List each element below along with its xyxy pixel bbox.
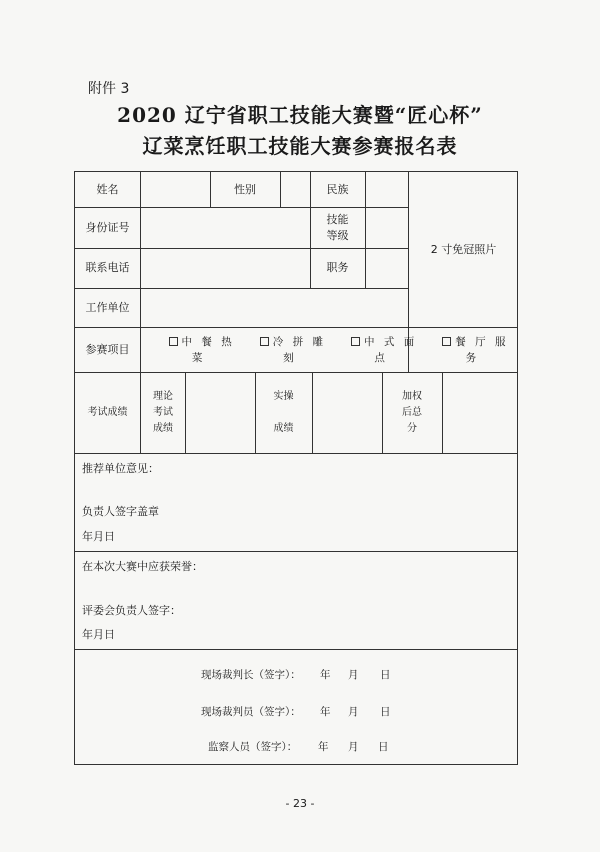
phone-field[interactable]	[141, 248, 310, 288]
theory-score-field[interactable]	[186, 372, 255, 453]
supervisor-sign-label: 监察人员（签字）：	[208, 741, 298, 753]
sign-day: 日	[380, 706, 391, 718]
sign-month: 月	[348, 669, 359, 681]
event-label: 中 式 面 点	[364, 335, 418, 364]
checkbox-icon[interactable]	[442, 337, 451, 346]
employer-field[interactable]	[141, 288, 408, 327]
event-option[interactable]	[427, 334, 518, 366]
skill-level-label: 技能 等级	[326, 212, 349, 242]
annex-label: 附件 3	[88, 81, 130, 97]
theory-score-label: 理论 考试 成绩	[153, 390, 173, 434]
name-label: 姓名	[96, 182, 119, 196]
form-title-line2: 辽菜烹饪职工技能大赛参赛报名表	[142, 134, 458, 158]
photo-box: 2 寸免冠照片	[430, 242, 497, 256]
sign-day: 日	[378, 741, 389, 753]
checkbox-icon[interactable]	[260, 337, 269, 346]
scores-label: 考试成绩	[87, 406, 128, 418]
gender-field[interactable]	[281, 172, 310, 207]
page-number: - 23 -	[285, 797, 315, 810]
skill-level-field[interactable]	[366, 207, 408, 248]
practical-score-field[interactable]	[313, 372, 382, 453]
practical-score-label: 实操 成绩	[273, 390, 294, 434]
gender-label: 性别	[234, 182, 256, 196]
id-number-label: 身份证号	[85, 220, 130, 234]
date-label: 年月日	[82, 530, 115, 543]
sign-day: 日	[380, 669, 391, 681]
date-label: 年月日	[82, 628, 115, 641]
id-number-field[interactable]	[141, 207, 310, 248]
name-field[interactable]	[141, 172, 210, 207]
sign-year: 年	[318, 741, 329, 753]
ethnicity-field[interactable]	[366, 172, 408, 207]
jury-sign-label: 评委会负责人签字：	[82, 604, 181, 617]
onsite-judge-sign-label: 现场裁判员（签字）：	[201, 706, 301, 718]
phone-label: 联系电话	[85, 261, 130, 274]
event-label: 餐 厅 服 务	[455, 335, 509, 364]
ethnicity-label: 民族	[326, 182, 349, 196]
chief-judge-sign-label: 现场裁判长（签字）：	[201, 669, 301, 681]
events-label: 参赛项目	[85, 342, 130, 356]
events-options	[153, 327, 518, 372]
responsible-sign-label: 负责人签字盖章	[82, 505, 159, 518]
weighted-score-field[interactable]	[443, 372, 518, 453]
recommend-label: 推荐单位意见：	[82, 462, 159, 475]
event-option[interactable]	[244, 334, 335, 366]
registration-form	[74, 171, 518, 765]
position-field[interactable]	[366, 248, 408, 288]
checkbox-icon[interactable]	[351, 337, 360, 346]
form-title-line1: 2020 辽宁省职工技能大赛暨“匠心杯”	[117, 103, 483, 127]
honor-label: 在本次大赛中应获荣誉：	[82, 560, 203, 573]
event-label: 冷 拼 雕 刻	[272, 335, 326, 364]
checkbox-icon[interactable]	[169, 337, 178, 346]
weighted-score-label: 加权 后总 分	[402, 390, 422, 434]
sign-year: 年	[320, 669, 331, 681]
event-label: 中 餐 热 菜	[181, 335, 235, 364]
sign-month: 月	[348, 706, 359, 718]
event-option[interactable]	[336, 334, 427, 366]
position-label: 职务	[326, 261, 349, 274]
sign-month: 月	[348, 741, 359, 753]
event-option[interactable]	[153, 334, 244, 366]
employer-label: 工作单位	[85, 300, 130, 314]
sign-year: 年	[320, 706, 331, 718]
